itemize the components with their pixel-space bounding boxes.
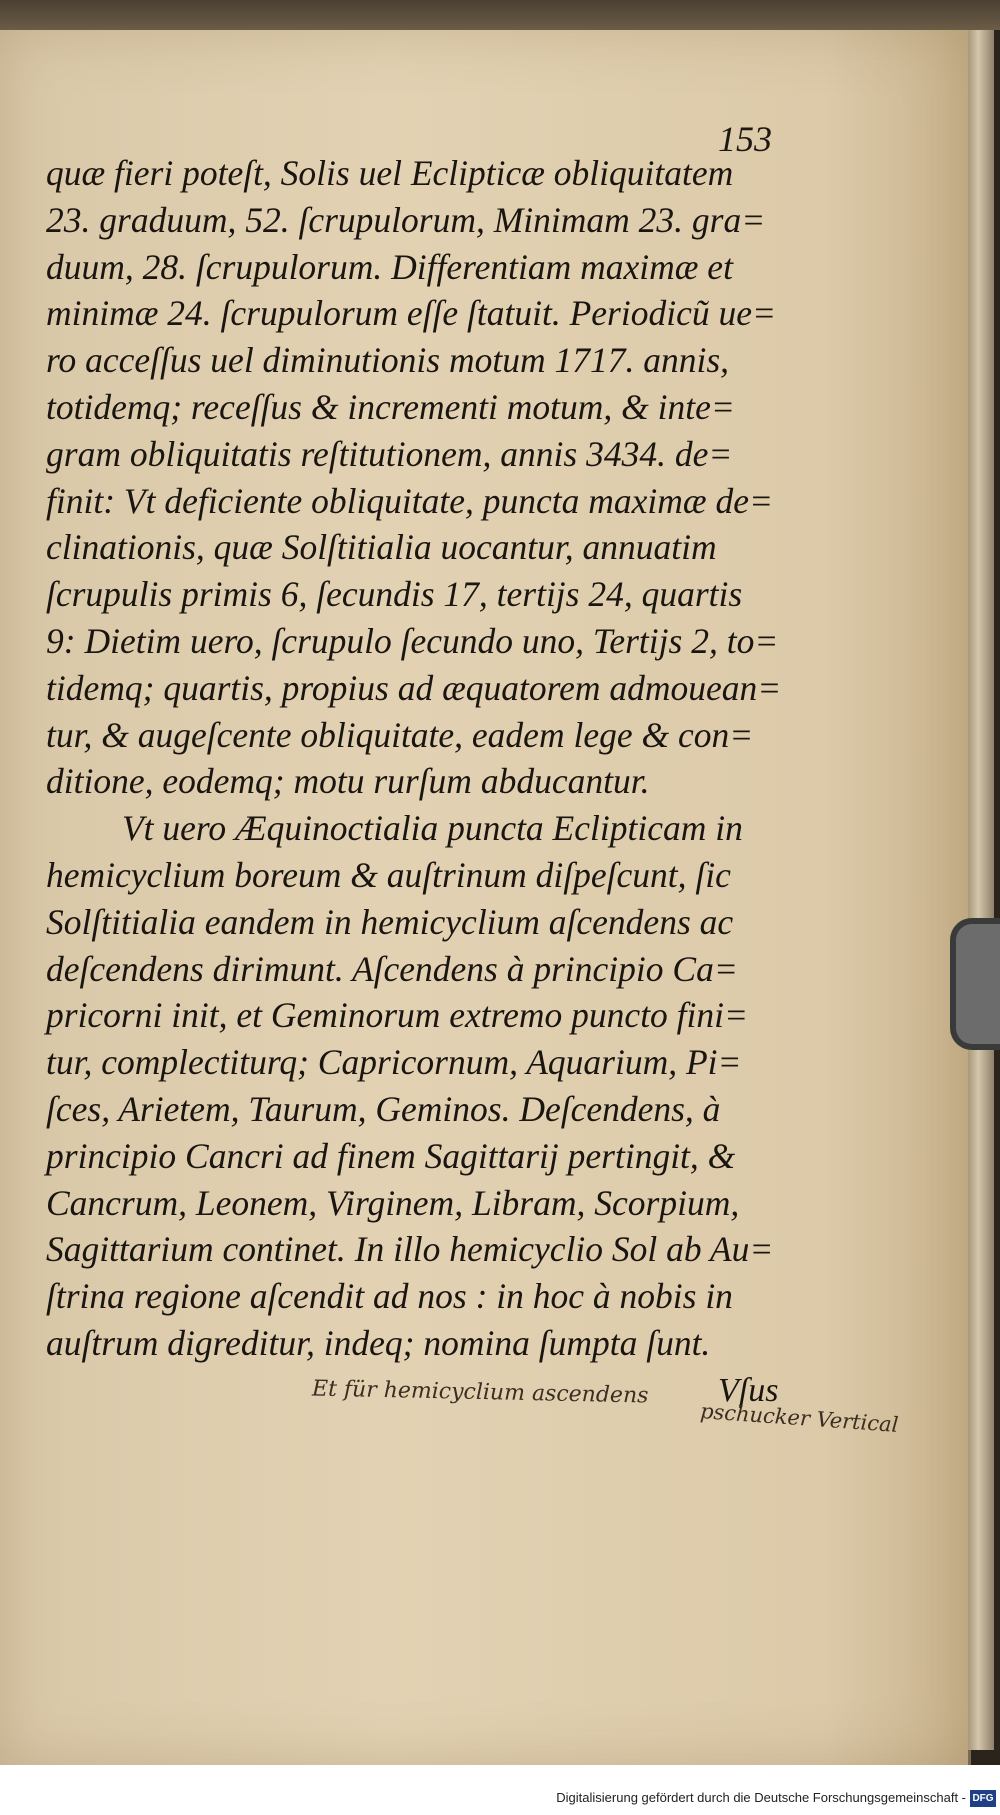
text-line: ditione, eodemq; motu rurſum abducantur.	[46, 761, 650, 802]
text-line: totidemq; receſſus & incrementi motum, & inte=	[46, 386, 735, 427]
page-clip	[950, 918, 1000, 1050]
text-line: pricorni init, et Geminorum extremo puncto fini=	[46, 995, 748, 1036]
text-line: duum, 28. ſcrupulorum. Differentiam maximæ et	[46, 246, 733, 287]
page-fore-edge	[968, 30, 994, 1750]
text-line: minimæ 24. ſcrupulorum eſſe ſtatuit. Periodicũ ue=	[46, 293, 776, 334]
text-line: quæ fieri poteſt, Solis uel Eclipticæ obliquitatem	[46, 153, 734, 193]
text-line: Cancrum, Leonem, Virginem, Libram, Scorpium,	[46, 1182, 740, 1223]
footer-bar	[0, 1765, 1000, 1815]
text-line: finit: Vt deficiente obliquitate, puncta maximæ de=	[46, 480, 773, 521]
text-line: 23. graduum, 52. ſcrupulorum, Minimam 23. gra=	[46, 199, 766, 240]
text-line: Sagittarium continet. In illo hemicyclio Sol ab Au=	[46, 1229, 774, 1270]
text-line: Solſtitialia eandem in hemicyclium aſcendens ac	[46, 901, 734, 942]
page-number: 153	[718, 119, 772, 159]
text-line: gram obliquitatis reſtitutionem, annis 3434. de=	[46, 433, 733, 474]
text-line: clinationis, quæ Solſtitialia uocantur, annuatim	[46, 527, 717, 568]
funding-credit: Digitalisierung gefördert durch die Deutsche Forschungsgemeinschaft -	[556, 1790, 966, 1805]
handwritten-annotation: Et für hemicyclium ascendens	[311, 1376, 649, 1409]
text-line-paragraph-start: Vt uero Æquinoctialia puncta Eclipticam in	[122, 808, 743, 849]
text-line: hemicyclium boreum & auſtrinum diſpeſcunt, ſic	[46, 854, 731, 895]
book-top-edge	[0, 0, 1000, 30]
text-line: principio Cancri ad finem Sagittarij pertingit, &	[46, 1135, 736, 1176]
text-line: ſcrupulis primis 6, ſecundis 17, tertijs 24, quartis	[46, 574, 743, 615]
text-line: tur, & augeſcente obliquitate, eadem lege & con=	[46, 714, 754, 755]
catchword: Vſus	[718, 1372, 779, 1409]
handwritten-annotation-right: pschucker Vertical	[699, 1399, 900, 1437]
text-line: ſtrina regione aſcendit ad nos : in hoc à nobis in	[46, 1276, 733, 1317]
text-line: ro acceſſus uel diminutionis motum 1717. annis,	[46, 340, 730, 381]
dfg-logo-icon: DFG	[970, 1790, 996, 1807]
text-line: ſces, Arietem, Taurum, Geminos. Deſcendens, à	[46, 1088, 721, 1129]
text-line: deſcendens dirimunt. Aſcendens à principio Ca=	[46, 948, 738, 989]
text-line: tidemq; quartis, propius ad æquatorem admouean=	[46, 667, 782, 708]
text-line: tur, complectiturq; Capricornum, Aquarium, Pi=	[46, 1042, 742, 1083]
text-line: auſtrum digreditur, indeq; nomina ſumpta ſunt.	[46, 1322, 711, 1363]
body-text	[46, 150, 782, 1367]
text-line: 9: Dietim uero, ſcrupulo ſecundo uno, Tertijs 2, to=	[46, 620, 779, 661]
